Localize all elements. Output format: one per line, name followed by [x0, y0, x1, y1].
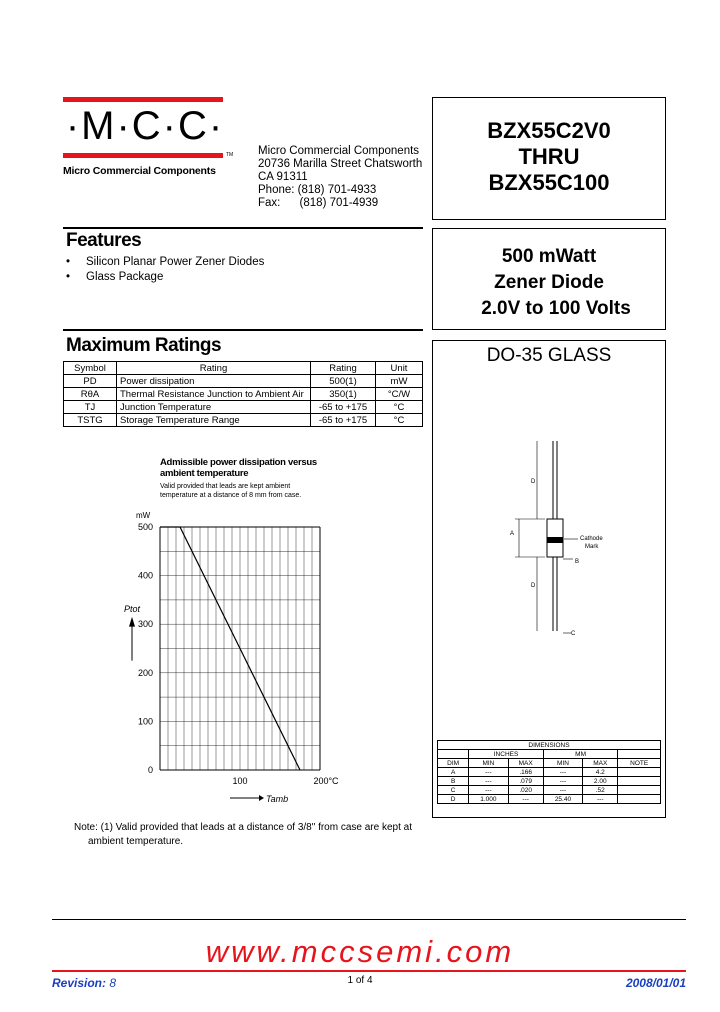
y-tick-label: 100: [137, 716, 153, 727]
footer-rule: [52, 919, 686, 920]
chart-subtitle: Valid provided that leads are kept ambient temperature at a distance of 8 mm from case.: [160, 483, 302, 499]
power-derating-chart: [120, 505, 360, 805]
y-tick-label: 0: [147, 765, 153, 775]
cathode-band: [547, 537, 563, 543]
y-tick-label: 500: [137, 522, 153, 532]
part-number-box: [432, 97, 666, 220]
diode-outline-drawing: [433, 341, 665, 671]
features-rule: [63, 227, 423, 229]
address-line2: 20736 Marilla Street Chatsworth: [258, 158, 423, 170]
x-axis-label: Tamb: [266, 794, 289, 804]
ratings-header-row: Symbol Rating Rating Unit: [64, 362, 423, 375]
table-row: TSTG Storage Temperature Range -65 to +175 °C: [64, 414, 423, 427]
address-line3: CA 91311: [258, 171, 308, 183]
logo-company: Micro Commercial Components: [63, 165, 216, 177]
footer-red-rule: [52, 970, 686, 972]
x-tick-label: 200°C: [313, 776, 339, 786]
package-title: DO-35 GLASS: [486, 345, 612, 366]
y-tick-label: 300: [137, 619, 153, 630]
table-row: PD Power dissipation 500(1) mW: [64, 375, 423, 388]
logo: ·M·C·C·: [65, 104, 225, 148]
footer-revision: Revision: 8: [52, 976, 117, 990]
logo-bar-bottom: [63, 153, 223, 158]
footer-url-link[interactable]: www.mccsemi.com: [205, 934, 515, 969]
chart-title: Admissible power dissipation versus ambient temperature: [160, 457, 317, 479]
dim-group-row: INCHES MM: [438, 750, 661, 759]
feature-item: • Glass Package: [66, 271, 164, 283]
features-title: Features: [66, 230, 142, 251]
address-line1: Micro Commercial Components: [258, 145, 420, 157]
y-axis-label: Ptot: [124, 604, 141, 615]
y-tick-label: 200: [137, 667, 153, 678]
table-row: C --- .020 --- .52: [438, 786, 661, 795]
table-row: B --- .079 --- 2.00: [438, 777, 661, 786]
feature-item: • Silicon Planar Power Zener Diodes: [66, 256, 265, 268]
ratings-rule: [63, 329, 423, 331]
dimensions-table: [437, 740, 661, 804]
logo-bar-top: [63, 97, 223, 102]
footer-date: 2008/01/01: [625, 976, 686, 990]
features-list: [66, 255, 264, 285]
desc-line3: 2.0V to 100 Volts: [481, 298, 631, 319]
dim-label-d1: D: [531, 479, 536, 485]
part-line1: BZX55C2V0: [487, 118, 611, 143]
table-row: A --- .166 --- 4.2: [438, 768, 661, 777]
dim-label-a: A: [510, 531, 515, 537]
dim-header-row: DIM MIN MAX MIN MAX NOTE: [438, 759, 661, 768]
note: Note: (1) Valid provided that leads at a distance of 3/8" from case are kept at ambient temperature.: [74, 822, 412, 847]
desc-line1: 500 mWatt: [501, 246, 597, 267]
cathode-label: Cathode: [580, 536, 603, 542]
cathode-label-mark: Mark: [585, 544, 599, 550]
address-block: [258, 145, 422, 210]
ratings-table: [63, 361, 423, 427]
table-row: D 1.000 --- 25.40 ---: [438, 795, 661, 804]
bullet-icon: •: [66, 271, 71, 283]
package-box: [432, 340, 666, 818]
description-box: [432, 228, 666, 330]
logo-tm: TM: [226, 152, 234, 158]
y-unit-label: mW: [136, 511, 151, 520]
bullet-icon: •: [66, 256, 71, 268]
dim-title-row: DIMENSIONS: [438, 741, 661, 750]
x-tick-label: 100: [232, 776, 248, 786]
x-axis-arrowhead: [259, 795, 264, 801]
table-row: RθA Thermal Resistance Junction to Ambient Air 350(1) °C/W: [64, 388, 423, 401]
part-line2: THRU: [518, 144, 580, 169]
y-axis-arrowhead: [129, 617, 135, 627]
y-tick-label: 400: [137, 570, 153, 581]
dim-label-b: B: [575, 559, 580, 565]
dim-label-c: C: [571, 631, 576, 637]
desc-line2: Zener Diode: [494, 272, 604, 293]
address-fax: Fax: (818) 701-4939: [258, 197, 379, 209]
dim-label-d2: D: [531, 583, 536, 589]
ratings-title: Maximum Ratings: [66, 335, 222, 356]
table-row: TJ Junction Temperature -65 to +175 °C: [64, 401, 423, 414]
address-phone: Phone: (818) 701-4933: [258, 184, 377, 196]
footer-page: 1 of 4: [347, 975, 373, 986]
part-line3: BZX55C100: [488, 170, 610, 195]
